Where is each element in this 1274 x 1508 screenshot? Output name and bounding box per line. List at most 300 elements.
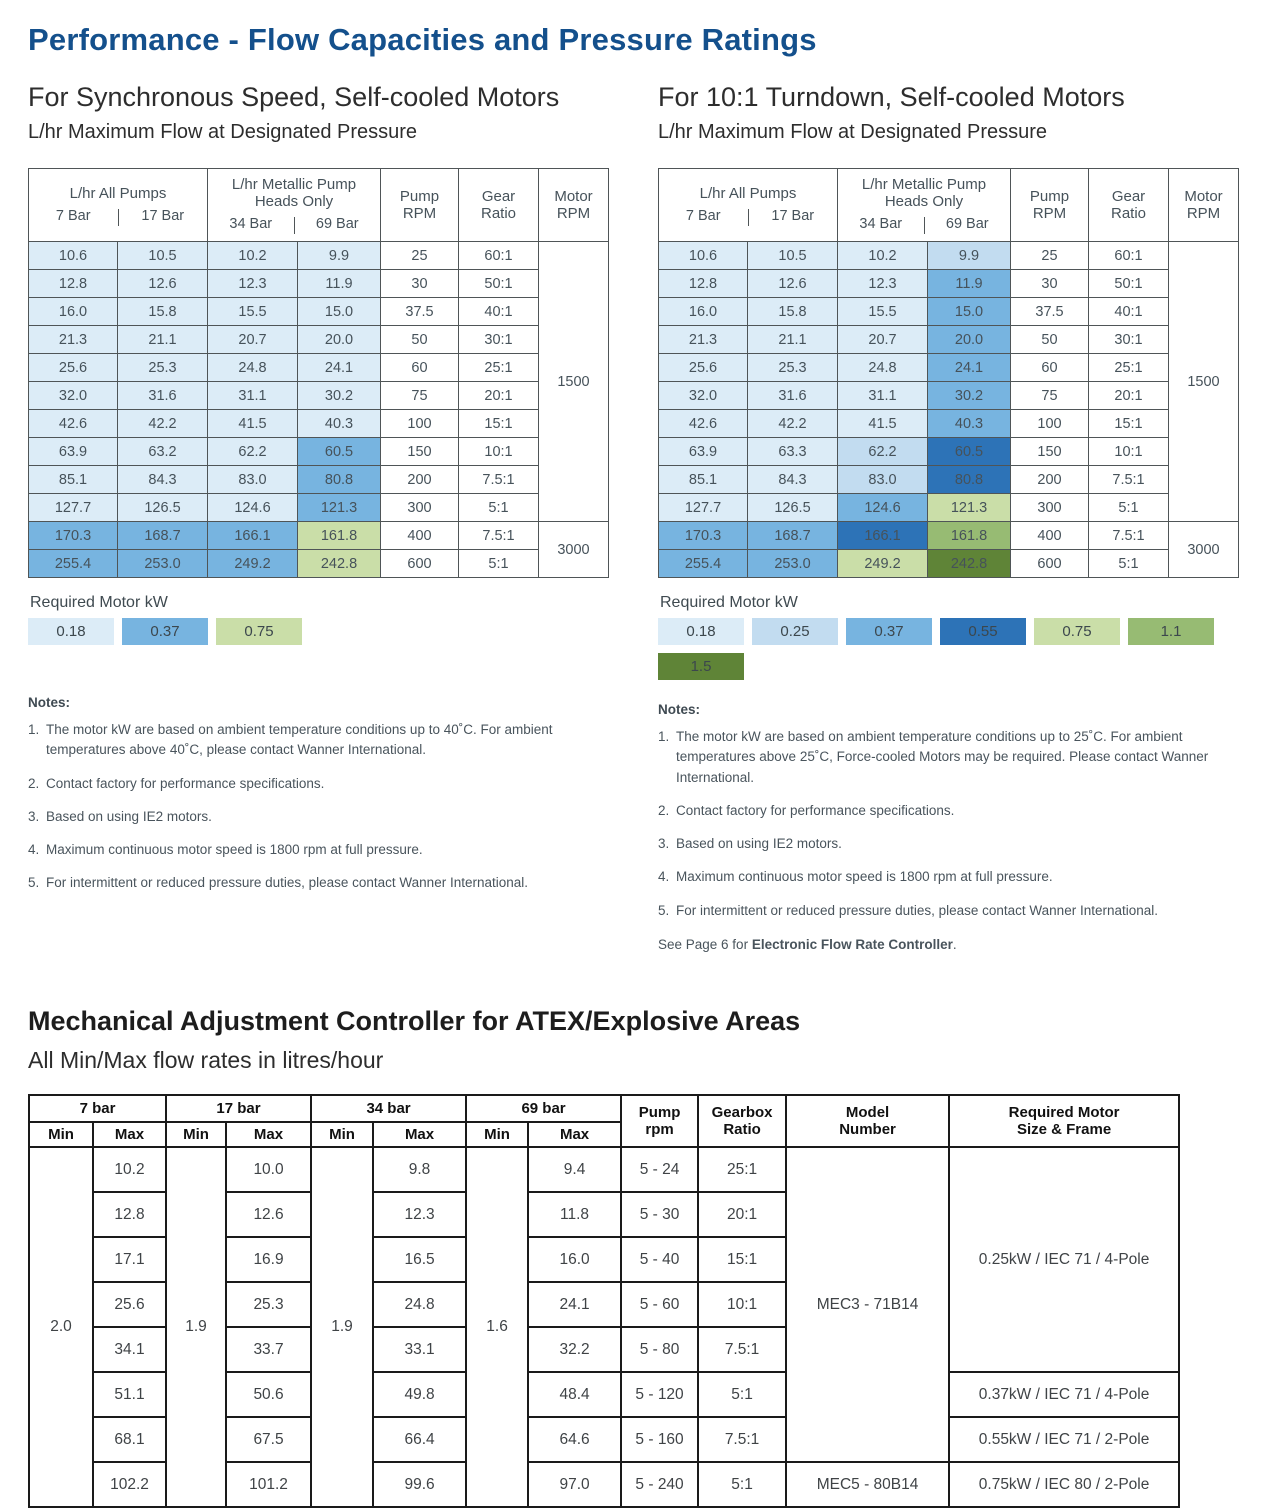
gearbox-ratio-cell: 5:1: [698, 1372, 786, 1417]
note-item: [658, 801, 1236, 821]
section-title-turndown: For 10:1 Turndown, Self-cooled Motors: [658, 82, 1125, 112]
flow-cell: 255.4: [29, 550, 118, 578]
flow-cell: 253.0: [748, 550, 838, 578]
motor-kw-legend: [658, 618, 1240, 680]
table-row: [29, 438, 609, 466]
metallic-heads-header-bar-labels: [838, 212, 1010, 234]
legend-swatch: 0.37: [122, 618, 208, 645]
see-page-suffix: .: [952, 936, 957, 952]
pump-rpm-header: Pump RPM: [381, 169, 459, 242]
bar-group-header: 34 bar: [311, 1095, 466, 1122]
pump-rpm-cell: 75: [381, 382, 459, 410]
flow-cell: 21.1: [748, 326, 838, 354]
motor-size-cell: 0.55kW / IEC 71 / 2-Pole: [949, 1417, 1179, 1462]
pump-rpm-cell: 25: [1011, 242, 1089, 270]
gear-ratio-cell: 30:1: [1089, 326, 1169, 354]
max-flow-cell: 16.5: [373, 1237, 466, 1282]
bar-group-header: 17 bar: [166, 1095, 311, 1122]
section-subtitle: L/hr Maximum Flow at Designated Pressure: [28, 121, 418, 143]
notes-title: Notes:: [28, 695, 71, 710]
gear-ratio-cell: 50:1: [459, 270, 539, 298]
max-header: Max: [528, 1122, 621, 1147]
table-row: [659, 326, 1239, 354]
flow-cell: 21.3: [659, 326, 748, 354]
max-flow-cell: 10.2: [93, 1147, 166, 1192]
model-number-cell: MEC3 - 71B14: [786, 1147, 949, 1462]
gear-ratio-cell: 50:1: [1089, 270, 1169, 298]
flow-cell: 83.0: [208, 466, 298, 494]
gear-ratio-header: Gear Ratio: [1089, 169, 1169, 242]
notes-list: [28, 720, 606, 894]
max-flow-cell: 33.7: [226, 1327, 311, 1372]
flow-cell: 15.8: [748, 298, 838, 326]
metallic-heads-header: [208, 169, 381, 242]
required-motor-header: Required Motor Size & Frame: [949, 1095, 1179, 1147]
gear-ratio-header: Gear Ratio: [459, 169, 539, 242]
note-item: [658, 834, 1236, 854]
max-flow-cell: 102.2: [93, 1462, 166, 1507]
flow-cell: 124.6: [208, 494, 298, 522]
flow-cell: 242.8: [298, 550, 381, 578]
all-pumps-header-label: L/hr All Pumps: [699, 184, 797, 202]
motor-size-cell: 0.25kW / IEC 71 / 4-Pole: [949, 1147, 1179, 1372]
max-header: Max: [93, 1122, 166, 1147]
gear-ratio-cell: 15:1: [1089, 410, 1169, 438]
flow-cell: 62.2: [838, 438, 928, 466]
flow-cell: 21.1: [118, 326, 208, 354]
bar-label: 34 Bar: [229, 216, 273, 232]
flow-cell: 15.8: [118, 298, 208, 326]
min-header: Min: [29, 1122, 93, 1147]
flow-cell: 25.3: [748, 354, 838, 382]
gearbox-ratio-cell: 7.5:1: [698, 1327, 786, 1372]
flow-cell: 21.3: [29, 326, 118, 354]
flow-cell: 10.6: [659, 242, 748, 270]
bar-label: 34 Bar: [859, 216, 903, 232]
max-flow-cell: 12.8: [93, 1192, 166, 1237]
flow-cell: 32.0: [659, 382, 748, 410]
table-row: [29, 1147, 1179, 1192]
flow-cell: 40.3: [298, 410, 381, 438]
flow-cell: 168.7: [118, 522, 208, 550]
table-row: [29, 242, 609, 270]
gear-ratio-cell: 25:1: [459, 354, 539, 382]
flow-cell: 121.3: [928, 494, 1011, 522]
notes-list: [658, 727, 1236, 921]
flow-cell: 41.5: [208, 410, 298, 438]
page-title: Performance - Flow Capacities and Pressure Ratings: [28, 22, 817, 57]
max-flow-cell: 49.8: [373, 1372, 466, 1417]
metallic-heads-header-bar-labels: [208, 212, 380, 234]
gear-ratio-cell: 20:1: [1089, 382, 1169, 410]
flow-cell: 31.6: [118, 382, 208, 410]
note-item: [658, 901, 1236, 921]
flow-cell: 15.5: [838, 298, 928, 326]
note-number: 1.: [28, 722, 40, 737]
max-header: Max: [373, 1122, 466, 1147]
flow-cell: 63.9: [659, 438, 748, 466]
max-flow-cell: 48.4: [528, 1372, 621, 1417]
flow-cell: 255.4: [659, 550, 748, 578]
motor-rpm-cell: 3000: [1169, 522, 1239, 578]
flow-cell: 16.0: [659, 298, 748, 326]
flow-cell: 83.0: [838, 466, 928, 494]
table-row: [659, 494, 1239, 522]
note-text: Based on using IE2 motors.: [676, 836, 842, 851]
table-row: [29, 298, 609, 326]
note-text: For intermittent or reduced pressure duties, please contact Wanner International.: [46, 875, 528, 891]
flow-cell: 15.0: [298, 298, 381, 326]
min-flow-cell: 1.9: [166, 1147, 226, 1507]
motor-kw-legend: [28, 618, 610, 645]
legend-title: Required Motor kW: [660, 594, 798, 611]
max-header: Max: [226, 1122, 311, 1147]
pump-rpm-cell: 5 - 240: [621, 1462, 698, 1507]
atex-table-slot: [28, 1094, 1246, 1508]
gear-ratio-cell: 40:1: [459, 298, 539, 326]
pump-rpm-cell: 600: [1011, 550, 1089, 578]
pump-rpm-cell: 25: [381, 242, 459, 270]
flow-cell: 12.8: [29, 270, 118, 298]
flow-cell: 80.8: [298, 466, 381, 494]
table-head: [29, 169, 609, 242]
flow-cell: 20.7: [838, 326, 928, 354]
gear-ratio-cell: 60:1: [459, 242, 539, 270]
gearbox-ratio-cell: 10:1: [698, 1282, 786, 1327]
flow-cell: 20.7: [208, 326, 298, 354]
gearbox-ratio-cell: 25:1: [698, 1147, 786, 1192]
see-page-note: [658, 937, 1236, 952]
pump-rpm-cell: 5 - 30: [621, 1192, 698, 1237]
pump-rpm-cell: 75: [1011, 382, 1089, 410]
pump-rpm-cell: 100: [381, 410, 459, 438]
section-subtitle: L/hr Maximum Flow at Designated Pressure: [658, 121, 1048, 143]
model-number-cell: MEC5 - 80B14: [786, 1462, 949, 1507]
table-body: [29, 1147, 1179, 1507]
motor-rpm-cell: 1500: [1169, 242, 1239, 522]
pump-rpm-cell: 5 - 60: [621, 1282, 698, 1327]
metallic-heads-header-label: L/hr Metallic Pump Heads Only: [231, 176, 357, 210]
table-row: [659, 382, 1239, 410]
pump-rpm-cell: 37.5: [1011, 298, 1089, 326]
gearbox-ratio-header: Gearbox Ratio: [698, 1095, 786, 1147]
max-flow-cell: 12.6: [226, 1192, 311, 1237]
flow-cell: 11.9: [298, 270, 381, 298]
pump-rpm-cell: 200: [381, 466, 459, 494]
gear-ratio-cell: 20:1: [459, 382, 539, 410]
max-flow-cell: 25.3: [226, 1282, 311, 1327]
flow-cell: 168.7: [748, 522, 838, 550]
flow-cell: 31.6: [748, 382, 838, 410]
all-pumps-header: [29, 169, 208, 242]
flow-cell: 24.1: [928, 354, 1011, 382]
pump-rpm-cell: 30: [1011, 270, 1089, 298]
min-header: Min: [166, 1122, 226, 1147]
max-flow-cell: 16.9: [226, 1237, 311, 1282]
table-body: [29, 242, 609, 578]
table-body: [659, 242, 1239, 578]
max-flow-cell: 101.2: [226, 1462, 311, 1507]
gear-ratio-cell: 10:1: [1089, 438, 1169, 466]
header-group-row: [29, 1095, 1179, 1122]
note-number: 4.: [658, 869, 670, 885]
pump-rpm-cell: 37.5: [381, 298, 459, 326]
turndown-table-slot: [658, 168, 1240, 578]
flow-cell: 127.7: [29, 494, 118, 522]
pump-rpm-cell: 60: [381, 354, 459, 382]
flow-cell: 60.5: [928, 438, 1011, 466]
flow-cell: 12.3: [208, 270, 298, 298]
flow-cell: 12.6: [118, 270, 208, 298]
flow-cell: 60.5: [298, 438, 381, 466]
gear-ratio-cell: 7.5:1: [1089, 522, 1169, 550]
min-flow-cell: 1.9: [311, 1147, 373, 1507]
gear-ratio-cell: 7.5:1: [459, 522, 539, 550]
table-row: [29, 354, 609, 382]
flow-cell: 42.2: [118, 410, 208, 438]
motor-size-cell: 0.37kW / IEC 71 / 4-Pole: [949, 1372, 1179, 1417]
motor-rpm-cell: 1500: [539, 242, 609, 522]
pump-rpm-cell: 50: [381, 326, 459, 354]
gear-ratio-cell: 7.5:1: [459, 466, 539, 494]
max-flow-cell: 32.2: [528, 1327, 621, 1372]
legend-swatch: 1.1: [1128, 618, 1214, 645]
gearbox-ratio-cell: 20:1: [698, 1192, 786, 1237]
flow-cell: 10.5: [118, 242, 208, 270]
bar-label: 69 Bar: [315, 216, 359, 232]
flow-cell: 32.0: [29, 382, 118, 410]
pump-rpm-header: Pump rpm: [621, 1095, 698, 1147]
all-pumps-header: [659, 169, 838, 242]
flow-cell: 42.2: [748, 410, 838, 438]
note-text: Based on using IE2 motors.: [46, 808, 212, 824]
legend-title: Required Motor kW: [30, 594, 168, 611]
note-item: [658, 867, 1236, 887]
bar-group-header: 7 bar: [29, 1095, 166, 1122]
flow-cell: 10.5: [748, 242, 838, 270]
gear-ratio-cell: 5:1: [1089, 494, 1169, 522]
header-row: [659, 169, 1239, 242]
note-text: For intermittent or reduced pressure duties, please contact Wanner International.: [676, 902, 1158, 918]
performance-columns: [28, 82, 1246, 984]
max-flow-cell: 51.1: [93, 1372, 166, 1417]
table-row: [659, 242, 1239, 270]
note-item: [28, 840, 606, 860]
max-flow-cell: 9.4: [528, 1147, 621, 1192]
gear-ratio-cell: 5:1: [1089, 550, 1169, 578]
performance-table: [28, 168, 609, 578]
atex-title: Mechanical Adjustment Controller for ATEX/Explosive Areas: [28, 1006, 801, 1036]
table-row: [659, 522, 1239, 550]
flow-cell: 170.3: [29, 522, 118, 550]
flow-cell: 127.7: [659, 494, 748, 522]
model-number-header: Model Number: [786, 1095, 949, 1147]
flow-cell: 12.3: [838, 270, 928, 298]
pump-rpm-cell: 5 - 80: [621, 1327, 698, 1372]
flow-cell: 10.6: [29, 242, 118, 270]
see-page-bold: Electronic Flow Rate Controller: [751, 936, 953, 952]
bar-label: 69 Bar: [945, 216, 989, 232]
flow-cell: 10.2: [208, 242, 298, 270]
flow-cell: 15.5: [208, 298, 298, 326]
gear-ratio-cell: 40:1: [1089, 298, 1169, 326]
flow-cell: 84.3: [118, 466, 208, 494]
flow-cell: 10.2: [838, 242, 928, 270]
bar-label: 17 Bar: [141, 207, 185, 224]
notes-title: Notes:: [658, 702, 701, 717]
flow-cell: 20.0: [298, 326, 381, 354]
pump-rpm-cell: 5 - 40: [621, 1237, 698, 1282]
max-flow-cell: 99.6: [373, 1462, 466, 1507]
flow-cell: 80.8: [928, 466, 1011, 494]
note-text: Contact factory for performance specifications.: [46, 775, 325, 791]
flow-cell: 170.3: [659, 522, 748, 550]
table-row: [29, 550, 609, 578]
legend-swatch: 0.37: [846, 618, 932, 645]
atex-table: [28, 1094, 1180, 1508]
gear-ratio-cell: 5:1: [459, 494, 539, 522]
flow-cell: 84.3: [748, 466, 838, 494]
note-number: 3.: [28, 808, 40, 824]
flow-cell: 166.1: [208, 522, 298, 550]
gear-ratio-cell: 7.5:1: [1089, 466, 1169, 494]
table-row: [659, 354, 1239, 382]
atex-subtitle: All Min/Max flow rates in litres/hour: [28, 1047, 384, 1073]
pump-rpm-cell: 5 - 24: [621, 1147, 698, 1192]
flow-cell: 42.6: [659, 410, 748, 438]
motor-rpm-header: Motor RPM: [1169, 169, 1239, 242]
flow-cell: 85.1: [29, 466, 118, 494]
flow-cell: 249.2: [208, 550, 298, 578]
note-text: The motor kW are based on ambient temperature conditions up to 40˚C. For ambient temperatures above 40˚C, please contact Wanner International.: [46, 722, 553, 758]
pump-rpm-cell: 60: [1011, 354, 1089, 382]
turndown-section: [658, 82, 1240, 952]
pump-rpm-cell: 150: [381, 438, 459, 466]
gearbox-ratio-cell: 5:1: [698, 1462, 786, 1507]
pump-rpm-cell: 400: [381, 522, 459, 550]
flow-cell: 63.3: [748, 438, 838, 466]
flow-cell: 249.2: [838, 550, 928, 578]
note-item: [28, 873, 606, 893]
flow-cell: 63.2: [118, 438, 208, 466]
table-row: [29, 466, 609, 494]
flow-cell: 30.2: [298, 382, 381, 410]
gear-ratio-cell: 30:1: [459, 326, 539, 354]
legend-swatch: 0.18: [28, 618, 114, 645]
legend-swatch: 1.5: [658, 653, 744, 680]
flow-cell: 242.8: [928, 550, 1011, 578]
max-flow-cell: 17.1: [93, 1237, 166, 1282]
max-flow-cell: 12.3: [373, 1192, 466, 1237]
max-flow-cell: 11.8: [528, 1192, 621, 1237]
flow-cell: 161.8: [928, 522, 1011, 550]
flow-cell: 42.6: [29, 410, 118, 438]
flow-cell: 12.8: [659, 270, 748, 298]
see-page-prefix: See Page 6 for: [658, 936, 752, 952]
gear-ratio-cell: 60:1: [1089, 242, 1169, 270]
table-row: [29, 522, 609, 550]
flow-cell: 16.0: [29, 298, 118, 326]
table-row: [29, 382, 609, 410]
flow-cell: 25.6: [29, 354, 118, 382]
max-flow-cell: 66.4: [373, 1417, 466, 1462]
flow-cell: 31.1: [208, 382, 298, 410]
table-row: [29, 410, 609, 438]
max-flow-cell: 24.1: [528, 1282, 621, 1327]
max-flow-cell: 25.6: [93, 1282, 166, 1327]
note-text: The motor kW are based on ambient temperature conditions up to 25˚C. For ambient temperatures above 25˚C, Force-cooled Motors may be required. Please contact Wanner International.: [676, 729, 1209, 785]
motor-size-cell: 0.75kW / IEC 80 / 2-Pole: [949, 1462, 1179, 1507]
flow-cell: 41.5: [838, 410, 928, 438]
note-number: 2.: [28, 775, 40, 791]
section-title-synchronous: For Synchronous Speed, Self-cooled Motors: [28, 82, 560, 112]
all-pumps-header-label: L/hr All Pumps: [69, 184, 167, 202]
flow-cell: 25.3: [118, 354, 208, 382]
flow-cell: 11.9: [928, 270, 1011, 298]
metallic-heads-header: [838, 169, 1011, 242]
note-number: 5.: [28, 875, 40, 891]
all-pumps-header-bar-labels: [659, 204, 837, 226]
bar-label: 7 Bar: [55, 207, 91, 224]
max-flow-cell: 33.1: [373, 1327, 466, 1372]
max-flow-cell: 50.6: [226, 1372, 311, 1417]
max-flow-cell: 10.0: [226, 1147, 311, 1192]
table-row: [29, 270, 609, 298]
header-row: [29, 169, 609, 242]
table-row: [659, 410, 1239, 438]
max-flow-cell: 16.0: [528, 1237, 621, 1282]
pump-rpm-cell: 30: [381, 270, 459, 298]
table-row: [659, 298, 1239, 326]
table-row: [29, 326, 609, 354]
note-number: 1.: [658, 729, 670, 744]
table-row: [659, 466, 1239, 494]
legend-swatch: 0.55: [940, 618, 1026, 645]
max-flow-cell: 9.8: [373, 1147, 466, 1192]
performance-table: [658, 168, 1239, 578]
flow-cell: 25.6: [659, 354, 748, 382]
table-head: [29, 1095, 1179, 1147]
flow-cell: 121.3: [298, 494, 381, 522]
pump-rpm-cell: 400: [1011, 522, 1089, 550]
max-flow-cell: 97.0: [528, 1462, 621, 1507]
note-text: Maximum continuous motor speed is 1800 rpm at full pressure.: [46, 842, 423, 857]
pump-rpm-cell: 600: [381, 550, 459, 578]
flow-cell: 85.1: [659, 466, 748, 494]
gear-ratio-cell: 5:1: [459, 550, 539, 578]
pump-rpm-cell: 300: [1011, 494, 1089, 522]
note-item: [28, 720, 606, 761]
note-text: Maximum continuous motor speed is 1800 rpm at full pressure.: [676, 869, 1053, 885]
legend-swatch: 0.75: [216, 618, 302, 645]
gearbox-ratio-cell: 15:1: [698, 1237, 786, 1282]
table-head: [659, 169, 1239, 242]
flow-cell: 12.6: [748, 270, 838, 298]
bar-group-header: 69 bar: [466, 1095, 621, 1122]
legend-swatch: 0.18: [658, 618, 744, 645]
pump-rpm-cell: 5 - 120: [621, 1372, 698, 1417]
pump-rpm-cell: 150: [1011, 438, 1089, 466]
motor-rpm-header: Motor RPM: [539, 169, 609, 242]
motor-rpm-cell: 3000: [539, 522, 609, 578]
pump-rpm-cell: 50: [1011, 326, 1089, 354]
gear-ratio-cell: 15:1: [459, 410, 539, 438]
min-flow-cell: 2.0: [29, 1147, 93, 1507]
metallic-heads-header-label: L/hr Metallic Pump Heads Only: [861, 176, 987, 210]
max-flow-cell: 67.5: [226, 1417, 311, 1462]
all-pumps-header-bar-labels: [29, 204, 207, 226]
flow-cell: 124.6: [838, 494, 928, 522]
